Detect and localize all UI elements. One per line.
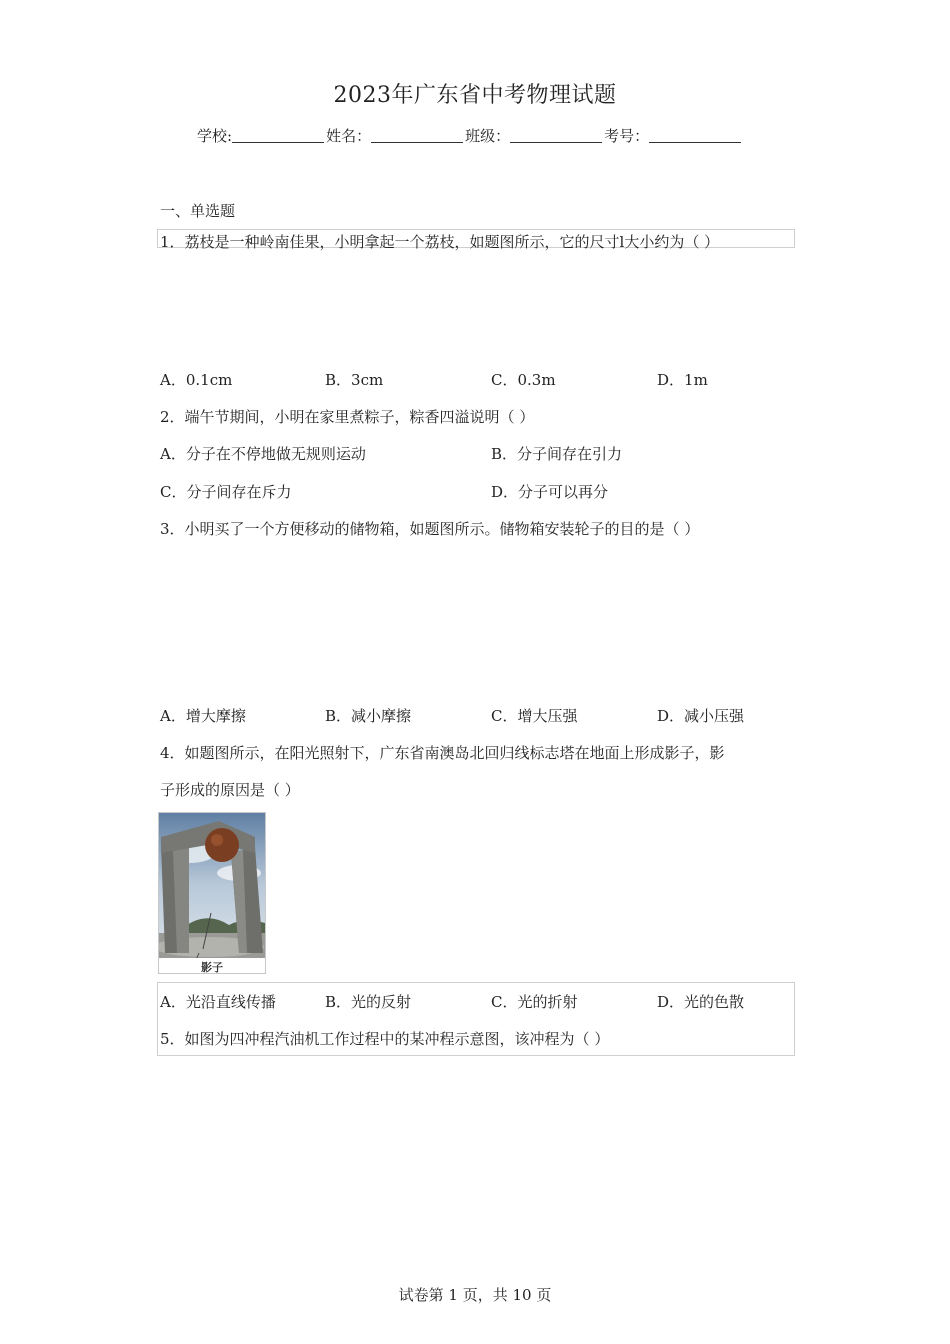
question-4-option-a: A．光沿直线传播 <box>160 993 276 1011</box>
question-2-option-b: B．分子间存在引力 <box>491 445 623 463</box>
school-label: 学校: <box>197 127 233 145</box>
question-5-text: 5．如图为四冲程汽油机工作过程中的某冲程示意图，该冲程为（ ） <box>160 1030 610 1048</box>
question-4-text-line2: 子形成的原因是（ ） <box>160 781 300 799</box>
question-4-option-b: B．光的反射 <box>325 993 412 1011</box>
question-4-text-line1: 4．如题图所示，在阳光照射下，广东省南澳岛北回归线标志塔在地面上形成影子，影 <box>160 744 725 762</box>
question-4-option-d: D．光的色散 <box>657 993 745 1011</box>
question-1-text: 1．荔枝是一种岭南佳果，小明拿起一个荔枝，如题图所示，它的尺寸l大小约为（ ） <box>160 233 720 251</box>
tower-shadow-illustration <box>159 813 265 973</box>
class-label: 班级： <box>465 127 511 145</box>
student-info-line <box>197 125 743 146</box>
question-3-text: 3．小明买了一个方便移动的储物箱，如题图所示。储物箱安装轮子的目的是（ ） <box>160 520 700 538</box>
page-title: 2023年广东省中考物理试题 <box>333 83 617 108</box>
question-3-option-c: C．增大压强 <box>491 707 578 725</box>
question-2-text: 2．端午节期间，小明在家里煮粽子，粽香四溢说明（ ） <box>160 408 535 426</box>
question-3-option-a: A．增大摩擦 <box>160 707 246 725</box>
section-heading: 一、单选题 <box>160 202 236 220</box>
question-2-option-d: D．分子可以再分 <box>491 483 609 501</box>
name-blank <box>371 127 463 143</box>
class-blank <box>510 127 602 143</box>
question-2-option-c: C．分子间存在斥力 <box>160 483 292 501</box>
question-3-option-b: B．减小摩擦 <box>325 707 412 725</box>
question-1-option-c: C．0.3m <box>491 371 556 389</box>
question-1-option-b: B．3cm <box>325 371 384 389</box>
name-label: 姓名： <box>326 127 372 145</box>
question-2-option-a: A．分子在不停地做无规则运动 <box>160 445 366 463</box>
number-label: 考号： <box>604 127 650 145</box>
tropic-tower-photo <box>158 812 266 974</box>
question-1-option-d: D．1m <box>657 371 708 389</box>
school-blank <box>232 127 324 143</box>
shadow-caption: 影子 <box>201 961 223 974</box>
question-3-option-d: D．减小压强 <box>657 707 745 725</box>
page-footer: 试卷第 1 页，共 10 页 <box>398 1286 552 1304</box>
question-1-option-a: A．0.1cm <box>160 371 233 389</box>
question-4-option-c: C．光的折射 <box>491 993 578 1011</box>
number-blank <box>649 127 741 143</box>
